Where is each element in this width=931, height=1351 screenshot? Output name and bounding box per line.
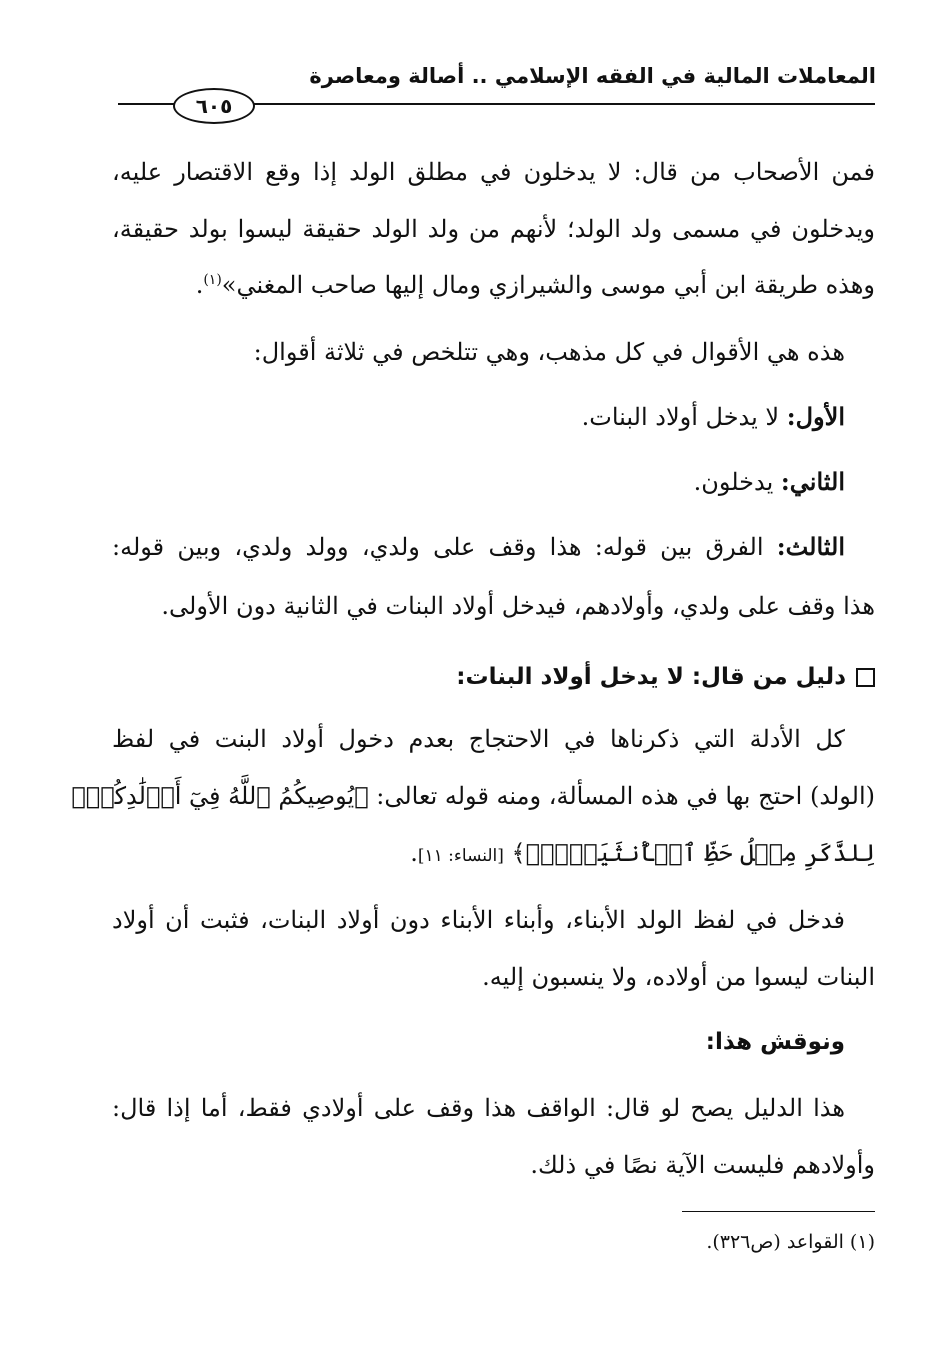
paragraph-1-line-2: ويدخلون في مسمى ولد الولد؛ لأنهم من ولد الولد حقيقة ليسوا بولد حقيقة، xyxy=(112,215,875,243)
paragraph-1-line-3-text: وهذه طريقة ابن أبي موسى والشيرازي ومال إليها صاحب المغني» xyxy=(221,271,875,299)
footnote: (١) القواعد (ص٣٢٦). xyxy=(706,1231,875,1253)
paragraph-4-line-2: (الولد) احتج بها في هذه المسألة، ومنه قوله تعالى: ﴿يُوصِيكُمُ ٱللَّهُ فِيٓ أَوۡلَٰدِكُمۡۖ xyxy=(71,782,875,810)
paragraph-1-line-1: فمن الأصحاب من قال: لا يدخلون في مطلق الولد إذا وقع الاقتصار عليه، xyxy=(112,158,875,186)
opinion-second-label: الثاني: xyxy=(780,467,845,496)
paragraph-5-line-2: البنات ليسوا من أولاده، ولا ينسبون إليه. xyxy=(482,963,875,991)
opinion-second xyxy=(694,465,845,499)
running-header-title: المعاملات المالية في الفقه الإسلامي .. أصالة ومعاصرة xyxy=(309,64,876,88)
square-bullet-icon xyxy=(856,668,875,687)
paragraph-4-line-3 xyxy=(410,836,875,873)
opinion-third-line-1 xyxy=(112,530,845,564)
opinion-first-label: الأول: xyxy=(786,402,845,431)
paragraph-6-line-1: هذا الدليل يصح لو قال: الواقف هذا وقف على أولادي فقط، أما إذا قال: xyxy=(112,1094,845,1122)
footnote-rule xyxy=(682,1211,875,1212)
paragraph-4-line-3-end: . xyxy=(410,839,418,867)
paragraph-6-line-2: وأولادهم فليست الآية نصًا في ذلك. xyxy=(530,1151,875,1179)
paragraph-1-line-3 xyxy=(196,268,875,302)
verse-citation: [النساء: ١١] xyxy=(417,846,504,866)
paragraph-1-line-3-end: . xyxy=(195,271,204,299)
footnote-reference: (١) xyxy=(203,272,222,288)
section-heading-text: دليل من قال: لا يدخل أولاد البنات: xyxy=(456,664,846,690)
paragraph-5-line-1: فدخل في لفظ الولد الأبناء، وأبناء الأبناء دون أولاد البنات، فثبت أن أولاد xyxy=(112,906,845,934)
section-heading xyxy=(456,660,875,694)
opinion-third-line-2: هذا وقف على ولدي، وأولادهم، فيدخل أولاد البنات في الثانية دون الأولى. xyxy=(161,592,875,620)
opinion-first xyxy=(582,400,845,434)
opinion-first-text: لا يدخل أولاد البنات. xyxy=(581,403,787,431)
opinion-second-text: يدخلون. xyxy=(693,468,781,496)
paragraph-2: هذه هي الأقوال في كل مذهب، وهي تتلخص في ثلاثة أقوال: xyxy=(253,338,845,366)
page-number: ٦٠٥ xyxy=(173,88,255,124)
opinion-third-label: الثالث: xyxy=(776,532,845,561)
quran-verse-end: لِلذَّكَرِ مِثۡلُ حَظِّ ٱلۡأُنثَيَيۡنِۚ﴾ xyxy=(511,839,875,867)
objection-label: ونوقش هذا: xyxy=(705,1029,845,1055)
opinion-third-text: الفرق بين قوله: هذا وقف على ولدي، وولد ولدي، وبين قوله: xyxy=(112,533,777,561)
paragraph-4-line-1: كل الأدلة التي ذكرناها في الاحتجاج بعدم دخول أولاد البنت في لفظ xyxy=(112,725,845,753)
